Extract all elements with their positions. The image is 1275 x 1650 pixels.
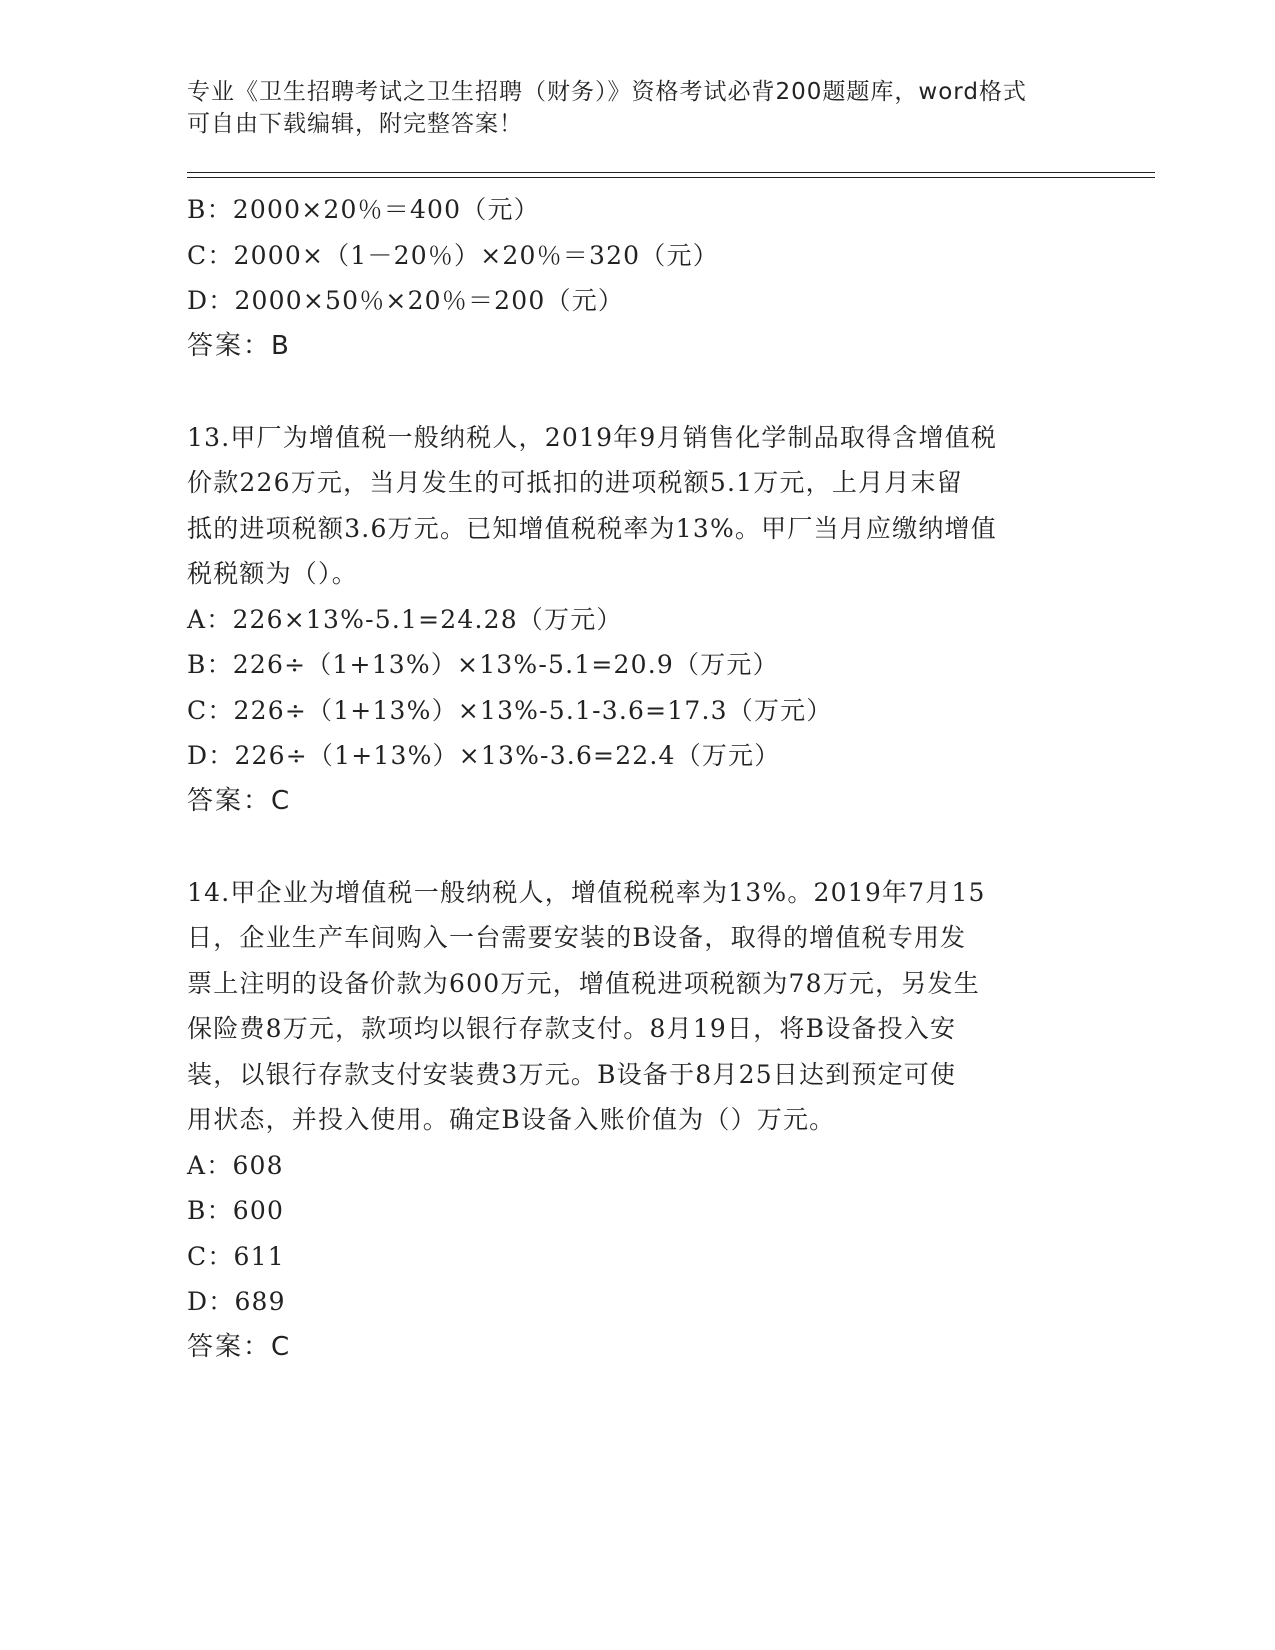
question-stem-line: 用状态，并投入使用。确定B设备入账价值为（）万元。 xyxy=(187,1105,836,1134)
document-header xyxy=(187,76,1087,140)
question-stem-line: 价款226万元，当月发生的可抵扣的进项税额5.1万元，上月月末留 xyxy=(187,468,963,497)
question-stem-line: 税税额为（）。 xyxy=(187,559,358,588)
header-line-2: 可自由下载编辑，附完整答案！ xyxy=(187,111,523,137)
question-stem-line: 日，企业生产车间购入一台需要安装的B设备，取得的增值税专用发 xyxy=(187,923,967,952)
question-13-block xyxy=(187,415,1087,825)
header-line-1: 专业《卫生招聘考试之卫生招聘（财务）》资格考试必背200题题库，word格式 xyxy=(187,79,1027,105)
spacer xyxy=(187,369,1087,415)
header-rule-top xyxy=(187,172,1155,173)
option-c: C：226÷（1+13%）×13%-5.1-3.6=17.3（万元） xyxy=(187,695,833,725)
question-14-block xyxy=(187,870,1087,1371)
question-stem-line: 保险费8万元，款项均以银行存款支付。8月19日，将B设备投入安 xyxy=(187,1014,957,1043)
option-a: A：226×13%-5.1=24.28（万元） xyxy=(187,604,623,634)
question-stem-line: 抵的进项税额3.6万元。已知增值税税率为13%。甲厂当月应缴纳增值 xyxy=(187,513,997,543)
answer-line: 答案：C xyxy=(187,1331,292,1362)
option-d: D：226÷（1+13%）×13%-3.6=22.4（万元） xyxy=(187,741,781,770)
option-b: B：2000×20％＝400（元） xyxy=(187,195,540,224)
question-stem-line: 13.甲厂为增值税一般纳税人，2019年9月销售化学制品取得含增值税 xyxy=(187,422,998,452)
question-stem-line: 装，以银行存款支付安装费3万元。B设备于8月25日达到预定可使 xyxy=(187,1059,957,1089)
option-b: B：226÷（1+13%）×13%-5.1=20.9（万元） xyxy=(187,650,779,679)
option-a: A：608 xyxy=(187,1150,284,1180)
question-stem-line: 票上注明的设备价款为600万元，增值税进项税额为78万元，另发生 xyxy=(187,968,980,998)
option-c: C：611 xyxy=(187,1241,285,1271)
option-c: C：2000×（1－20％）×20％＝320（元） xyxy=(187,240,719,270)
option-d: D：689 xyxy=(187,1287,286,1316)
option-d: D：2000×50％×20％＝200（元） xyxy=(187,286,625,315)
spacer xyxy=(187,824,1087,870)
header-rule-bottom xyxy=(187,177,1155,178)
answer-line: 答案：B xyxy=(187,330,291,361)
answer-line: 答案：C xyxy=(187,785,292,816)
option-b: B：600 xyxy=(187,1196,285,1225)
question-stem-line: 14.甲企业为增值税一般纳税人，增值税税率为13%。2019年7月15 xyxy=(187,877,986,907)
document-body xyxy=(187,187,1087,1370)
prev-question-block xyxy=(187,187,1087,369)
